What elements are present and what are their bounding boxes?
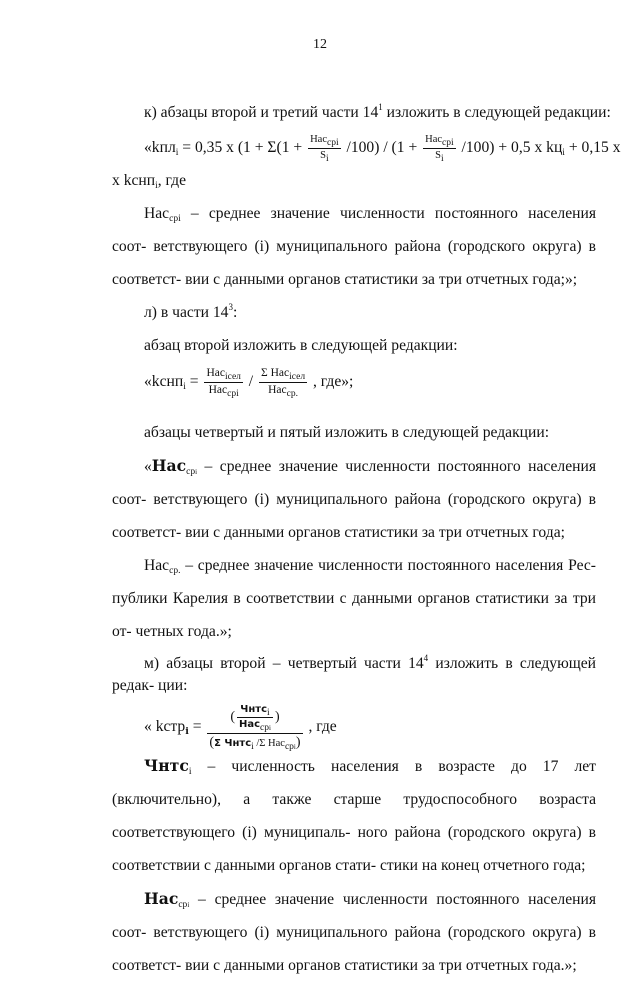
definition-nas-cpi-m: Нас$_{срi}$ – среднее значение численности постоянного населения соот- ветствующего (i) муниципального района (городского округа) в соответст- вии с данными органов статистики за три отчетных года.»; [112, 889, 597, 974]
formula-ksnp: «kснп$_i$ = $\frac{Нас_{iсел}}{Нас_{срi}}$ / $\frac{\Sigma Нас_{iсел}}{Нас_{ср.}}$ , где»; [144, 367, 354, 399]
fraction-nas-over-s-1: $\frac{Нас_{срi}}{S_i}$ [310, 134, 339, 164]
fraction-nas-isel-over-nas-cpi: $\frac{Нас_{iсел}}{Нас_{срi}}$ [206, 367, 241, 399]
paragraph-m-heading: м) абзацы второй – четвертый части $14^4$ изложить в следующей редак- ции: [112, 653, 596, 694]
fraction-chnts-over-nas: $\frac{Чнтс_i}{Нас_{срi}}$ [239, 703, 271, 734]
fraction-sum-nas-over-nas-cp: $\frac{\Sigma Нас_{iсел}}{Нас_{ср.}}$ [261, 367, 306, 399]
definition-chnts: Чнтс$_i$ – численность населения в возрасте до 17 лет (включительно), а также старше трудоспособного возраста соответствующего (i) муниципаль- ного района (городского округа) в соответствии с данными органов стати- стики на конец отчетного года; [112, 756, 597, 874]
definition-nas-cpi-k: Нас$_{срi}$ – среднее значение численности постоянного населения соот- ветствующего (i) муниципального района (городского округа) в соответст- вии с данными органов статистики за три отчетных года;»; [112, 205, 597, 288]
paragraph-l-sub1: абзац второй изложить в следующей редакции: [144, 337, 458, 354]
fraction-kstr: ( $\frac{Чнтс_i}{Нас_{срi}}$ ) (Σ Чнтс$_i$ /Σ Нас$_{срi}$) [209, 703, 301, 752]
paragraph-l-heading: л) в части $14^3$: [144, 302, 238, 321]
fraction-nas-over-s-2: $\frac{Нас_{срi}}{S_i}$ [425, 134, 454, 164]
definition-nas-cp: Нас$_{ср.}$ – среднее значение численности постоянного населения Рес- публики Карелия в соответствии с данными органов статистики за три от- четных года.»; [112, 557, 596, 640]
paragraph-k-heading: к) абзацы второй и третий части $14^1$ изложить в следующей редакции: [144, 102, 611, 121]
page-number: 12 [313, 37, 327, 52]
page-content [112, 96, 621, 982]
formula-kstr: « kстр$_i$ = ( $\frac{Чнтс_i}{Нас_{срi}}$ ) (Σ Чнтс$_i$ /Σ Нас$_{срi}$) , где [144, 703, 337, 752]
definition-nas-cpi-l: «Нас$_{срi}$ – среднее значение численности постоянного населения соот- ветствующего (i) муниципального района (городского округа) в соответст- вии с данными органов статистики за три отчетных года; [112, 456, 597, 541]
formula-kpl-continuation: x kснп$_i$, где [112, 172, 187, 191]
formula-kpl: «kпл$_i$ = 0,35 x (1 + Σ(1 + $\frac{Нас_{срi}}{S_i}$ /100) / (1 + $\frac{Нас_{срi}}{S_i}$ /100) + 0,5 x $kц_i + 0,15$ x [144, 134, 621, 164]
paragraph-l-sub2: абзацы четвертый и пятый изложить в следующей редакции: [144, 424, 550, 441]
